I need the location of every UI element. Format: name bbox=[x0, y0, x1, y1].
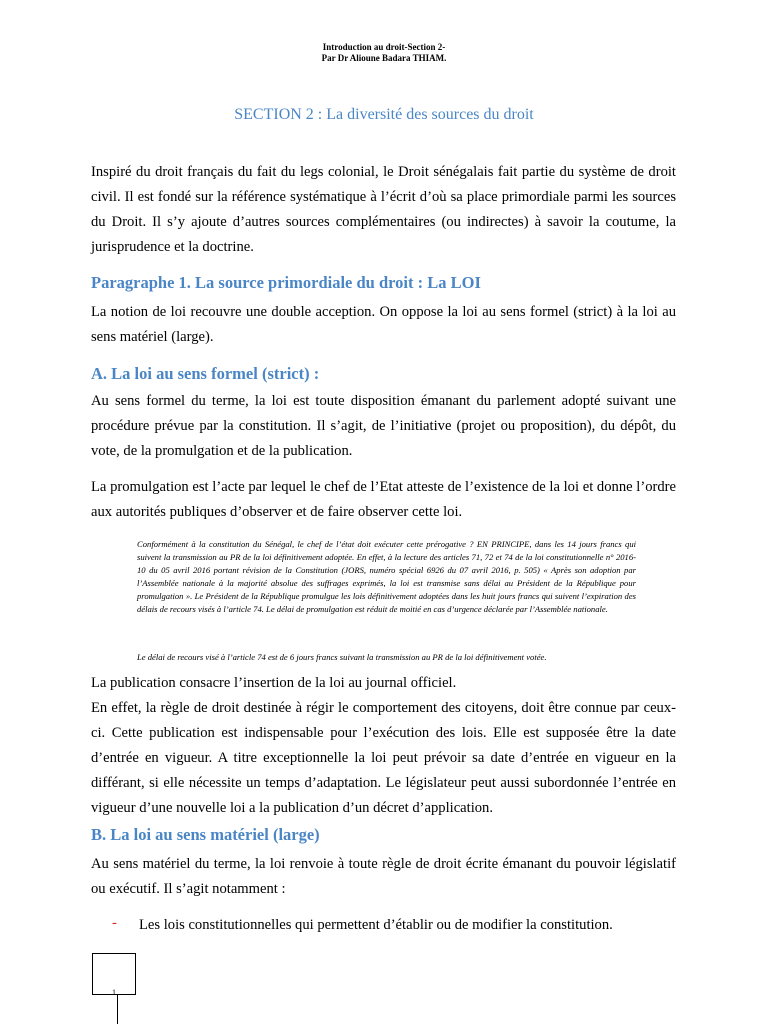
appeal-delay-note: Le délai de recours visé à l’article 74 est de 6 jours francs suivant la transmission au PR de la loi définitivement votée. bbox=[137, 652, 547, 662]
list-item: Les lois constitutionnelles qui permettent d’établir ou de modifier la constitution. bbox=[139, 917, 613, 933]
page-number-line bbox=[117, 995, 118, 1024]
partA-text-publication: La publication consacre l’insertion de la loi au journal officiel. bbox=[91, 675, 457, 691]
constitution-note: Conformément à la constitution du Sénégal, le chef de l’état doit exécuter cette prérogative ? EN PRINCIPE, dans les 14 jours francs qui suivent la transmission au PR de la loi définitivement adoptée. En effet, à la lecture des articles 71, 72 et 74 de la loi constitutionnelle n° 2016-10 du 05 avril 2016 portant révision de la Constitution (JORS, numéro spécial 6926 du 07 avril 2016, p. 505) « Après son adoption par l’Assemblée nationale à la majorité absolue des suffrages exprimés, la loi est transmise sans délai au Président de la République pour promulgation ». Le Président de la République promulgue les lois définitivement adoptées dans les huit jours francs qui suivent l’expiration des délais de recours visés à l’article 74. Le délai de promulgation est réduit de moitié en cas d’urgence déclarée par l’Assemblée nationale. bbox=[137, 539, 636, 614]
bullet-dash: - bbox=[112, 915, 117, 931]
partA-text-promulgation: La promulgation est l’acte par lequel le chef de l’Etat atteste de l’existence de la loi et donne l’ordre aux autorités publiques d’observer et de faire observer cette loi. bbox=[91, 479, 676, 520]
header-author: Par Dr Alioune Badara THIAM. bbox=[321, 53, 447, 63]
section-title: SECTION 2 : La diversité des sources du droit bbox=[234, 106, 534, 123]
page-number: 1 bbox=[112, 988, 116, 997]
partA-heading: A. La loi au sens formel (strict) : bbox=[91, 364, 320, 383]
partA-text-entry-into-force: En effet, la règle de droit destinée à régir le comportement des citoyens, doit être connue par ceux-ci. Cette publication est indispensable pour l’exécution des lois. Elle est supposée être la date d’entrée en vigueur. A titre exceptionnelle la loi peut prévoir sa date d’entrée en vigueur en la différant, si elle nécessite un temps d’adaptation. Le législateur peut aussi subordonnée l’entrée en vigueur d’une nouvelle loi a la publication d’un décret d’application. bbox=[91, 700, 676, 816]
partA-text-definition: Au sens formel du terme, la loi est toute disposition émanant du parlement adopté suivant une procédure prévue par la constitution. Il s’agit, de l’initiative (projet ou proposition), du dépôt, du vote, de la promulgation et de la publication. bbox=[91, 393, 676, 459]
header-course-title: Introduction au droit-Section 2- bbox=[322, 42, 446, 52]
paragraph1-heading: Paragraphe 1. La source primordiale du droit : La LOI bbox=[91, 273, 481, 292]
paragraph1-text: La notion de loi recouvre une double acception. On oppose la loi au sens formel (strict) à la loi au sens matériel (large). bbox=[91, 304, 676, 345]
partB-text: Au sens matériel du terme, la loi renvoie à toute règle de droit écrite émanant du pouvoir législatif ou exécutif. Il s’agit notamment : bbox=[91, 856, 676, 897]
intro-paragraph: Inspiré du droit français du fait du legs colonial, le Droit sénégalais fait partie du système de droit civil. Il est fondé sur la référence systématique à l’écrit d’où sa place primordiale parmi les sources du Droit. Il s’y ajoute d’autres sources complémentaires (ou indirectes) à savoir la coutume, la jurisprudence et la doctrine. bbox=[91, 164, 676, 255]
partB-heading: B. La loi au sens matériel (large) bbox=[91, 825, 320, 844]
running-header bbox=[0, 42, 768, 64]
